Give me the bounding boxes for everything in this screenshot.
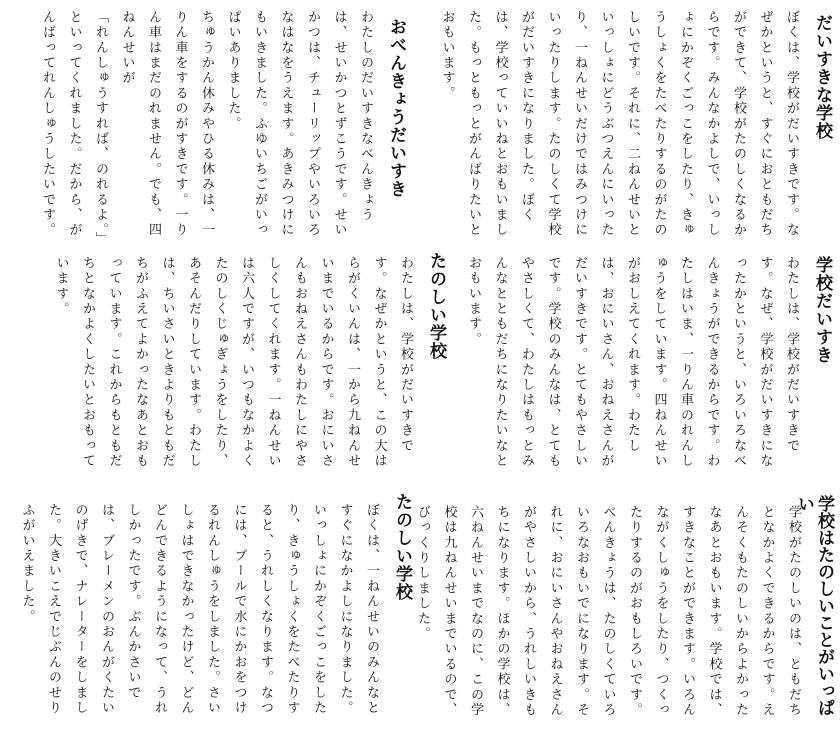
essay-title: たのしい学校 bbox=[426, 252, 446, 360]
essay-obenkyou-daisuki bbox=[0, 0, 430, 250]
paragraph: 学校がたのしいのは、ともだちとなかよくできるからです。えんそくもたのしいからよかったなあとおもいます。学校では、すきなことができます。いろんながくしゅうをしたり、つくったりするのがおもしろいです。べんきょうは、たのしくていろいろなおもいでになります。それに、おにいさんやおねえさんがやさしいから、うれしいきもちになります。ほかの学校は、六ねんせいまでなのに、この学校は九ねんせいまでいるので、びっくりしました。 bbox=[415, 505, 801, 718]
essay-title: だいすきな学校 bbox=[812, 14, 832, 140]
essay-daisuki-na-gakkou bbox=[430, 0, 840, 250]
essay-body bbox=[409, 505, 807, 727]
essay-gakkou-daisuki bbox=[450, 250, 840, 485]
essay-body bbox=[460, 256, 805, 478]
essay-tanoshii-gakkou-a bbox=[53, 250, 450, 485]
paragraph: ぼくは、学校がだいすきです。なぜかというと、すぐにおともだちができて、学校がたのしくなるからです。みんなかよしで、いっしょにかぞくごっこをしたり、きゅうしょくをたべたりするのがたのしいです。それに、二ねんせいといっしょにどうぶつえんにいったり、一ねんせいだけではみつけにいったりします。たのしくて学校がだいすきになりました。ぼくは、学校っていいねとおもいました。もっともっとがんばりたいとおもいます。 bbox=[439, 10, 799, 238]
essay-body bbox=[433, 10, 804, 242]
essay-tanoshii-gakkou-b bbox=[20, 485, 420, 729]
essay-gakkou-wa-tanoshii bbox=[415, 485, 840, 729]
essay-body bbox=[34, 10, 379, 247]
paragraph: ぼくは、一ねんせいのみんなとすぐになかよしになりました。いっしょにかぞくごっこをしたり、きゅうしょくをたべたりすると、うれしくなります。なつには、プールで水にかおをつけるれんしゅうをしました。さいしょはできなかったけど、どんどんできるようになって、うれしかったです。ぶんかさいでは、ブレーメンのおんがくたいのげきで、ナレーターをしました。大きいこえでじぶんのせりふがいえました。 bbox=[19, 503, 379, 716]
essay-title: たのしい学校 bbox=[392, 493, 412, 601]
paragraph: わたしのだいすきなべんきょうは、せいかつとずこうです。せいかつは、チューリップやいろいろなはなをうえます。あきみつけにもいきました。ふゆいちごがいっぱいありました。 bbox=[225, 10, 373, 238]
paragraph: わたしは、学校がだいすきです。なぜ、学校がだいすきになったかというと、いろいろなべんきょうができるからです。わたしはいま、一りん車のれんしゅうをしています。四ねんせいがおしえてくれます。わたしは、おにいさん、おねえさんがだいすきです。とてもやさしいです。学校のみんなは、とてもやさしくて、わたしはもっとみんなとともだちになりたいなとおもいます。 bbox=[466, 256, 799, 469]
essay-title: 学校だいすき bbox=[812, 256, 832, 364]
paragraph: 「れんしゅうすれば、のれるよ。」 bbox=[93, 10, 108, 247]
paragraph: といってくれました。だから、がんばってれんしゅうしたいです。 bbox=[40, 10, 82, 238]
paragraph: わたしは、学校がだいすきです。なぜかというと、この大はらがくいんは、一から九ねんせいまでいるからです。おにいさんもおねえさんもわたしにやさしくしてくれます。一ねんせいは六人ですが、いつもなかよくたのしくじゅぎょうをしたり、あそんだりしています。わたしは、ちいさいときよりもともだちがふえてよかったなあとおもっています。これからもともだちとなかよくしたいとおもっています。 bbox=[53, 256, 413, 469]
essay-title: おべんきょうだいすき bbox=[386, 18, 406, 198]
paragraph: ちゅうかん休みやひる休みは、一りん車をするのがすきです。一りん車はまだのれません。でも、四ねんせいが bbox=[119, 10, 214, 238]
essay-body bbox=[13, 503, 384, 725]
essay-body bbox=[47, 256, 418, 478]
essay-title: 学校はたのしいことがいっぱい bbox=[794, 495, 834, 716]
